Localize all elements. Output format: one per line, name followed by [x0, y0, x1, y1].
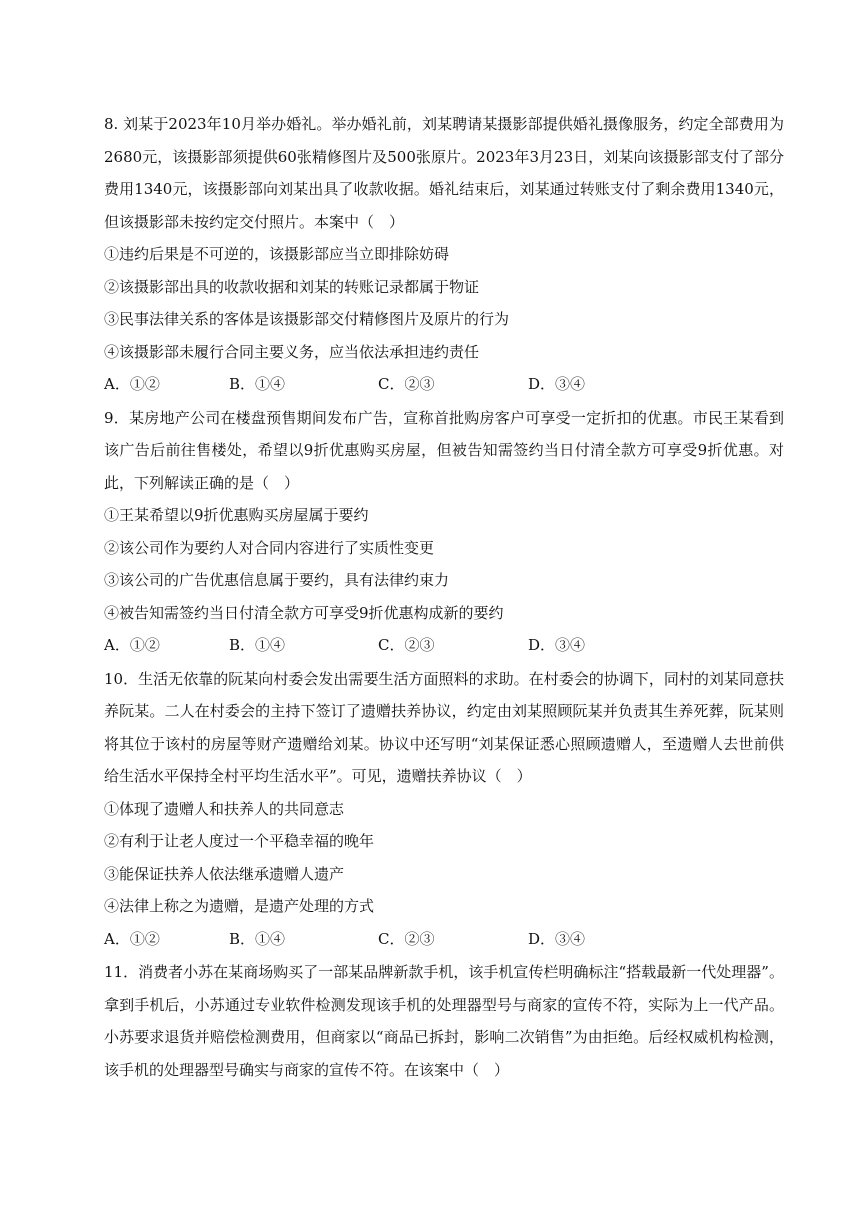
- choice-a[interactable]: A．①②: [104, 929, 160, 948]
- choice-a[interactable]: A．①②: [104, 375, 160, 393]
- choice-d[interactable]: D．③④: [528, 636, 586, 654]
- option-item: ①体现了遗赠人和扶养人的共同意志: [104, 799, 345, 818]
- choice-a[interactable]: A．①②: [104, 636, 160, 654]
- option-item: ③该公司的广告优惠信息属于要约，具有法律约束力: [104, 571, 450, 589]
- choice-b[interactable]: B．①④: [229, 929, 286, 948]
- question-8: [104, 108, 784, 401]
- question-stem: 9．某房地产公司在楼盘预售期间发布广告，宣称首批购房客户可享受一定折扣的优惠。市民王某看到该广告后前往售楼处，希望以9折优惠购买房屋，但被告知需签约当日付清全款方可享受9折优惠。对此，下列解读正确的是（ ）: [104, 408, 784, 492]
- choice-c[interactable]: C．②③: [378, 375, 435, 393]
- choice-c[interactable]: C．②③: [378, 929, 435, 948]
- question-stem: 8. 刘某于2023年10月举办婚礼。举办婚礼前，刘某聘请某摄影部提供婚礼摄像服务，约定全部费用为2680元，该摄影部须提供60张精修图片及500张原片。2023年3月23日，刘某向该摄影部支付了部分费用1340元，该摄影部向刘某出具了收款收据。婚礼结束后，刘某通过转账支付了剩余费用1340元，但该摄影部未按约定交付照片。本案中（ ）: [104, 115, 784, 231]
- option-item: ②该摄影部出具的收款收据和刘某的转账记录都属于物证: [104, 277, 480, 296]
- option-item: ②有利于让老人度过一个平稳幸福的晚年: [104, 832, 375, 850]
- question-stem: 10．生活无依靠的阮某向村委会发出需要生活方面照料的求助。在村委会的协调下，同村的刘某同意扶养阮某。二人在村委会的主持下签订了遗赠扶养协议，约定由刘某照顾阮某并负责其生养死葬，阮某则将其位于该村的房屋等财产遗赠给刘某。协议中还写明“刘某保证悉心照顾遗赠人，至遗赠人去世前供给生活水平保持全村平均生活水平”。可见，遗赠扶养协议（ ）: [104, 669, 784, 785]
- question-stem: 11．消费者小苏在某商场购买了一部某品牌新款手机，该手机宣传栏明确标注“搭载最新一代处理器”。拿到手机后，小苏通过专业软件检测发现该手机的处理器型号与商家的宣传不符，实际为上一代产品。小苏要求退货并赔偿检测费用，但商家以“商品已拆封，影响二次销售”为由拒绝。后经权威机构检测，该手机的处理器型号确实与商家的宣传不符。在该案中（ ）: [104, 963, 784, 1079]
- choice-b[interactable]: B．①④: [229, 375, 286, 393]
- answer-choices: [104, 923, 784, 956]
- choice-b[interactable]: B．①④: [229, 636, 286, 654]
- option-item: ④被告知需签约当日付清全款方可享受9折优惠构成新的要约: [104, 603, 504, 622]
- option-item: ③民事法律关系的客体是该摄影部交付精修图片及原片的行为: [104, 310, 510, 328]
- question-11: [104, 956, 784, 1086]
- answer-choices: [104, 629, 784, 662]
- choice-c[interactable]: C．②③: [378, 636, 435, 654]
- option-item: ④法律上称之为遗赠，是遗产处理的方式: [104, 897, 375, 915]
- question-9: [104, 402, 784, 662]
- option-item: ①违约后果是不可逆的，该摄影部应当立即排除妨碍: [104, 245, 450, 263]
- option-item: ①王某希望以9折优惠购买房屋属于要约: [104, 506, 369, 524]
- choice-d[interactable]: D．③④: [528, 375, 586, 393]
- exam-page: [104, 108, 784, 1086]
- option-item: ③能保证扶养人依法继承遗赠人遗产: [104, 864, 345, 883]
- option-item: ④该摄影部未履行合同主要义务，应当依法承担违约责任: [104, 342, 480, 361]
- question-10: [104, 663, 784, 956]
- answer-choices: [104, 368, 784, 401]
- choice-d[interactable]: D．③④: [528, 929, 586, 948]
- option-item: ②该公司作为要约人对合同内容进行了实质性变更: [104, 538, 435, 557]
